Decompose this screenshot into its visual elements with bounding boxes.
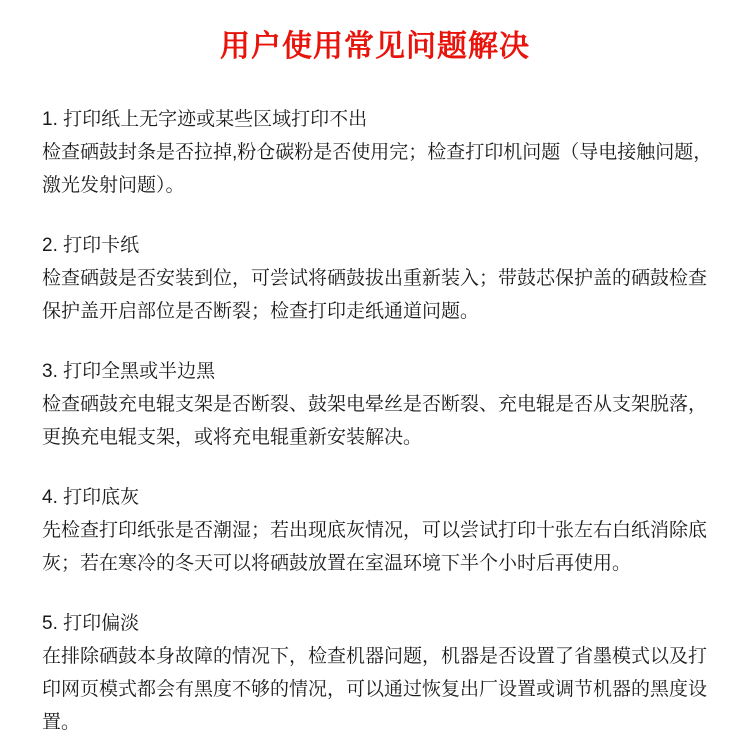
faq-heading: 4. 打印底灰 <box>42 487 140 508</box>
faq-answer: 在排除硒鼓本身故障的情况下，检查机器问题，机器是否设置了省墨模式以及打印网页模式都会有黑度不够的情况，可以通过恢复出厂设置或调节机器的黑度设置。 <box>42 646 708 733</box>
faq-heading: 3. 打印全黑或半边黑 <box>42 361 216 382</box>
faq-answer: 检查硒鼓充电辊支架是否断裂、鼓架电晕丝是否断裂、充电辊是否从支架脱落，更换充电辊支架，或将充电辊重新安装解决。 <box>42 394 708 448</box>
faq-answer: 先检查打印纸张是否潮湿；若出现底灰情况，可以尝试打印十张左右白纸消除底灰；若在寒冷的冬天可以将硒鼓放置在室温环境下半个小时后再使用。 <box>42 520 708 574</box>
faq-section-4 <box>42 481 714 580</box>
faq-heading: 5. 打印偏淡 <box>42 613 140 634</box>
faq-section-2 <box>42 229 714 328</box>
faq-list <box>42 103 714 739</box>
faq-section-1 <box>42 103 714 202</box>
faq-section-3 <box>42 355 714 454</box>
faq-answer: 检查硒鼓封条是否拉掉,粉仓碳粉是否使用完；检查打印机问题（导电接触问题，激光发射问题）。 <box>42 142 713 196</box>
faq-heading: 2. 打印卡纸 <box>42 235 140 256</box>
page-title: 用户使用常见问题解决 <box>220 30 530 63</box>
faq-answer: 检查硒鼓是否安装到位，可尝试将硒鼓拔出重新装入；带鼓芯保护盖的硒鼓检查保护盖开启部位是否断裂；检查打印走纸通道问题。 <box>42 268 708 322</box>
faq-section-5 <box>42 607 714 739</box>
faq-heading: 1. 打印纸上无字迹或某些区域打印不出 <box>42 109 368 130</box>
